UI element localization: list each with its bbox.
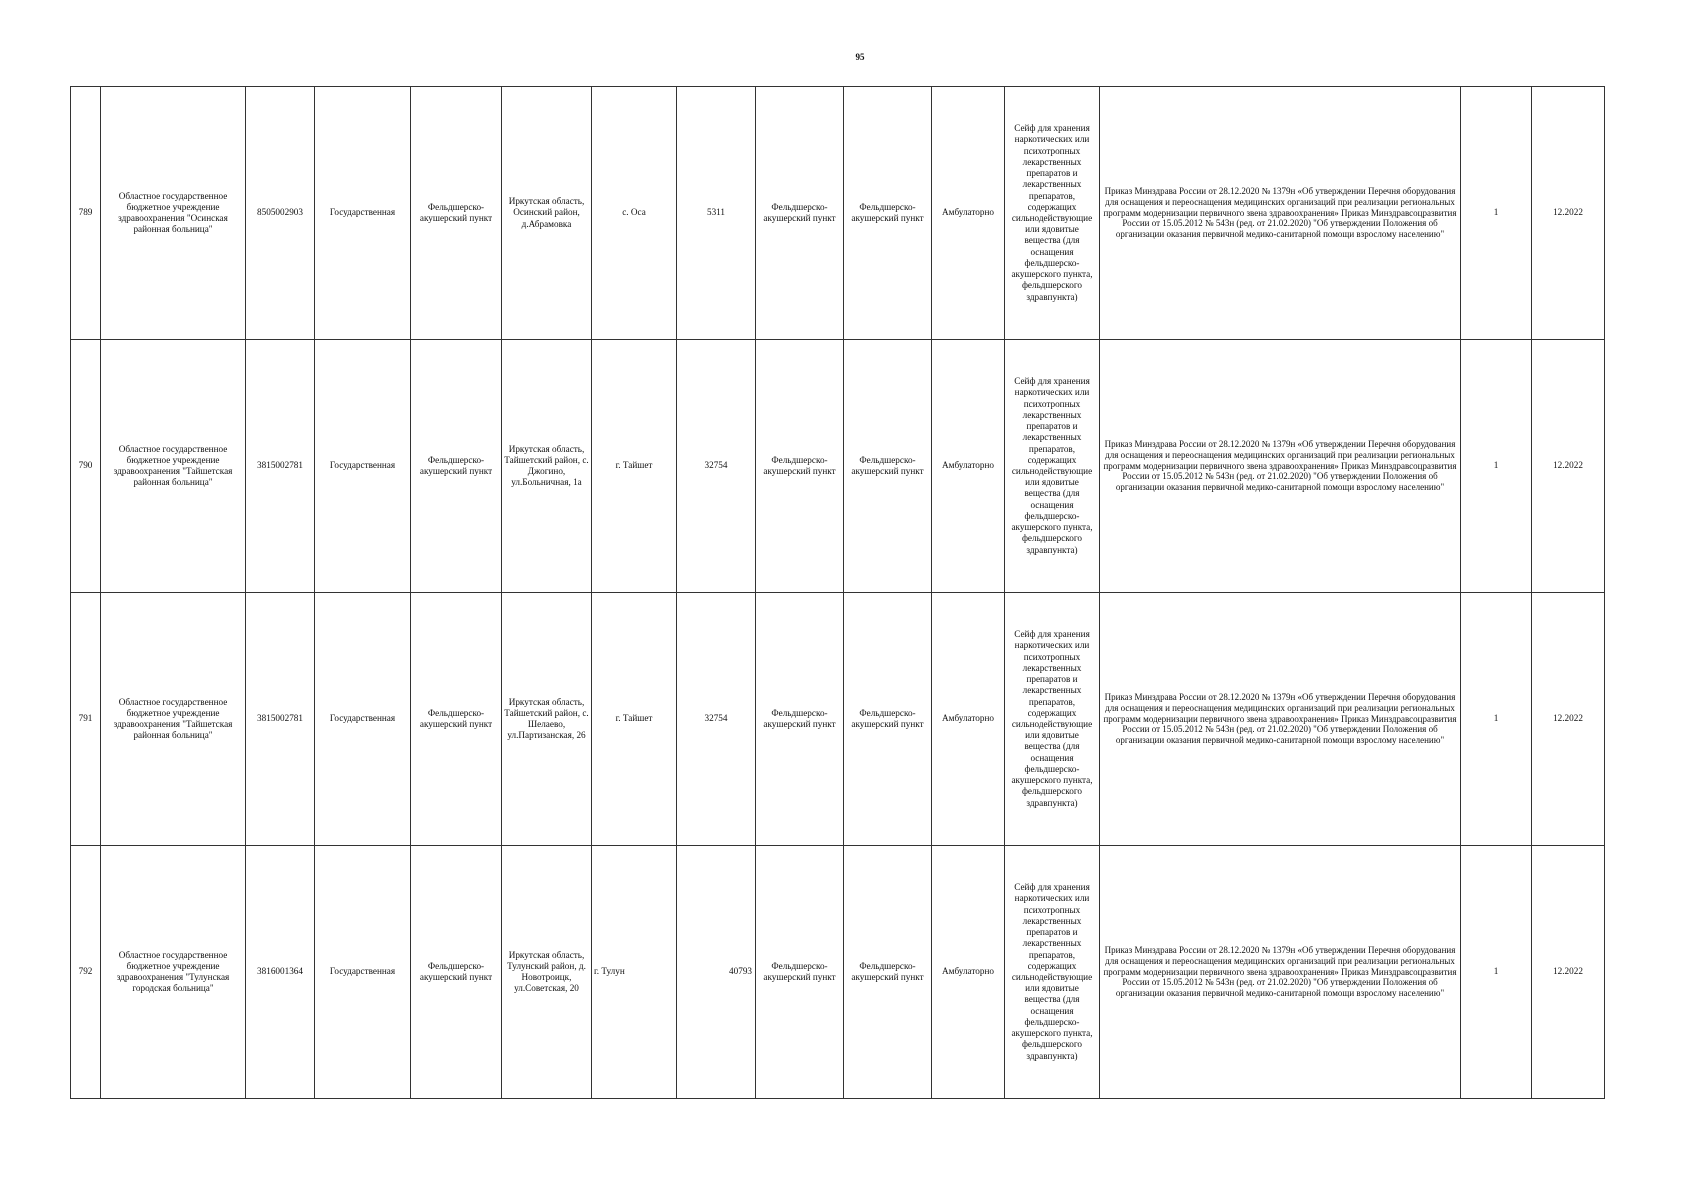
population: 32754 [677, 593, 756, 846]
row-number: 791 [71, 593, 101, 846]
unit-profile: Фельдшерско-акушерский пункт [844, 340, 932, 593]
inn: 3815002781 [246, 593, 315, 846]
unit-type: Фельдшерско-акушерский пункт [756, 846, 844, 1099]
care-conditions: Амбулаторно [932, 846, 1005, 1099]
population: 5311 [677, 87, 756, 340]
delivery-date: 12.2022 [1532, 593, 1605, 846]
ownership: Государственная [315, 87, 411, 340]
equipment-name: Сейф для хранения наркотических или психотропных лекарственных препаратов и лекарственных препаратов, содержащих сильнодействующие или ядовитые вещества (для оснащения фельдшерско-акушерского пункта, фельдшерского здравпункта) [1005, 340, 1100, 593]
organization-name: Областное государственное бюджетное учреждение здравоохранения "Тайшетская районная больница" [101, 340, 246, 593]
ownership: Государственная [315, 340, 411, 593]
facility-type: Фельдшерско-акушерский пункт [411, 846, 502, 1099]
row-number: 789 [71, 87, 101, 340]
equipment-name: Сейф для хранения наркотических или психотропных лекарственных препаратов и лекарственных препаратов, содержащих сильнодействующие или ядовитые вещества (для оснащения фельдшерско-акушерского пункта, фельдшерского здравпункта) [1005, 87, 1100, 340]
row-number: 790 [71, 340, 101, 593]
equipment-name: Сейф для хранения наркотических или психотропных лекарственных препаратов и лекарственных препаратов, содержащих сильнодействующие или ядовитые вещества (для оснащения фельдшерско-акушерского пункта, фельдшерского здравпункта) [1005, 846, 1100, 1099]
ownership: Государственная [315, 593, 411, 846]
quantity: 1 [1461, 340, 1532, 593]
locality: г. Тайшет [592, 340, 677, 593]
unit-profile: Фельдшерско-акушерский пункт [844, 846, 932, 1099]
page-number: 95 [855, 52, 865, 62]
table-row [71, 87, 1605, 340]
unit-profile: Фельдшерско-акушерский пункт [844, 87, 932, 340]
unit-type: Фельдшерско-акушерский пункт [756, 593, 844, 846]
row-number: 792 [71, 846, 101, 1099]
quantity: 1 [1461, 846, 1532, 1099]
delivery-date: 12.2022 [1532, 846, 1605, 1099]
quantity: 1 [1461, 87, 1532, 340]
unit-profile: Фельдшерско-акушерский пункт [844, 593, 932, 846]
table-row [71, 846, 1605, 1099]
organization-name: Областное государственное бюджетное учреждение здравоохранения "Тулунская городская больница" [101, 846, 246, 1099]
organization-name: Областное государственное бюджетное учреждение здравоохранения "Тайшетская районная больница" [101, 593, 246, 846]
unit-type: Фельдшерско-акушерский пункт [756, 340, 844, 593]
locality: г. Тулун [592, 846, 677, 1099]
population: 32754 [677, 340, 756, 593]
legal-basis: Приказ Минздрава России от 28.12.2020 № 1379н «Об утверждении Перечня оборудования для оснащения и переоснащения медицинских организаций при реализации региональных программ модернизации первичного звена здравоохранения» Приказ Минздравсоцразвития России от 15.05.2012 № 543н (ред. от 21.02.2020) "Об утверждении Положения об организации оказания первичной медико-санитарной помощи взрослому населению" [1100, 87, 1461, 340]
address: Иркутская область, Осинский район, д.Абрамовка [502, 87, 592, 340]
locality: г. Тайшет [592, 593, 677, 846]
care-conditions: Амбулаторно [932, 340, 1005, 593]
organization-name: Областное государственное бюджетное учреждение здравоохранения "Осинская районная больница" [101, 87, 246, 340]
quantity: 1 [1461, 593, 1532, 846]
equipment-table [70, 86, 1605, 1099]
inn: 3815002781 [246, 340, 315, 593]
facility-type: Фельдшерско-акушерский пункт [411, 593, 502, 846]
legal-basis: Приказ Минздрава России от 28.12.2020 № 1379н «Об утверждении Перечня оборудования для оснащения и переоснащения медицинских организаций при реализации региональных программ модернизации первичного звена здравоохранения» Приказ Минздравсоцразвития России от 15.05.2012 № 543н (ред. от 21.02.2020) "Об утверждении Положения об организации оказания первичной медико-санитарной помощи взрослому населению" [1100, 593, 1461, 846]
legal-basis: Приказ Минздрава России от 28.12.2020 № 1379н «Об утверждении Перечня оборудования для оснащения и переоснащения медицинских организаций при реализации региональных программ модернизации первичного звена здравоохранения» Приказ Минздравсоцразвития России от 15.05.2012 № 543н (ред. от 21.02.2020) "Об утверждении Положения об организации оказания первичной медико-санитарной помощи взрослому населению" [1100, 846, 1461, 1099]
delivery-date: 12.2022 [1532, 87, 1605, 340]
population: 40793 [677, 846, 756, 1099]
delivery-date: 12.2022 [1532, 340, 1605, 593]
ownership: Государственная [315, 846, 411, 1099]
care-conditions: Амбулаторно [932, 593, 1005, 846]
locality: с. Оса [592, 87, 677, 340]
table-row [71, 340, 1605, 593]
table-row [71, 593, 1605, 846]
address: Иркутская область, Тулунский район, д. Новотроицк, ул.Советская, 20 [502, 846, 592, 1099]
inn: 8505002903 [246, 87, 315, 340]
facility-type: Фельдшерско-акушерский пункт [411, 340, 502, 593]
address: Иркутская область, Тайшетский район, с. Шелаево, ул.Партизанская, 26 [502, 593, 592, 846]
facility-type: Фельдшерско-акушерский пункт [411, 87, 502, 340]
inn: 3816001364 [246, 846, 315, 1099]
legal-basis: Приказ Минздрава России от 28.12.2020 № 1379н «Об утверждении Перечня оборудования для оснащения и переоснащения медицинских организаций при реализации региональных программ модернизации первичного звена здравоохранения» Приказ Минздравсоцразвития России от 15.05.2012 № 543н (ред. от 21.02.2020) "Об утверждении Положения об организации оказания первичной медико-санитарной помощи взрослому населению" [1100, 340, 1461, 593]
care-conditions: Амбулаторно [932, 87, 1005, 340]
address: Иркутская область, Тайшетский район, с. Джогино, ул.Больничная, 1а [502, 340, 592, 593]
equipment-name: Сейф для хранения наркотических или психотропных лекарственных препаратов и лекарственных препаратов, содержащих сильнодействующие или ядовитые вещества (для оснащения фельдшерско-акушерского пункта, фельдшерского здравпункта) [1005, 593, 1100, 846]
unit-type: Фельдшерско-акушерский пункт [756, 87, 844, 340]
